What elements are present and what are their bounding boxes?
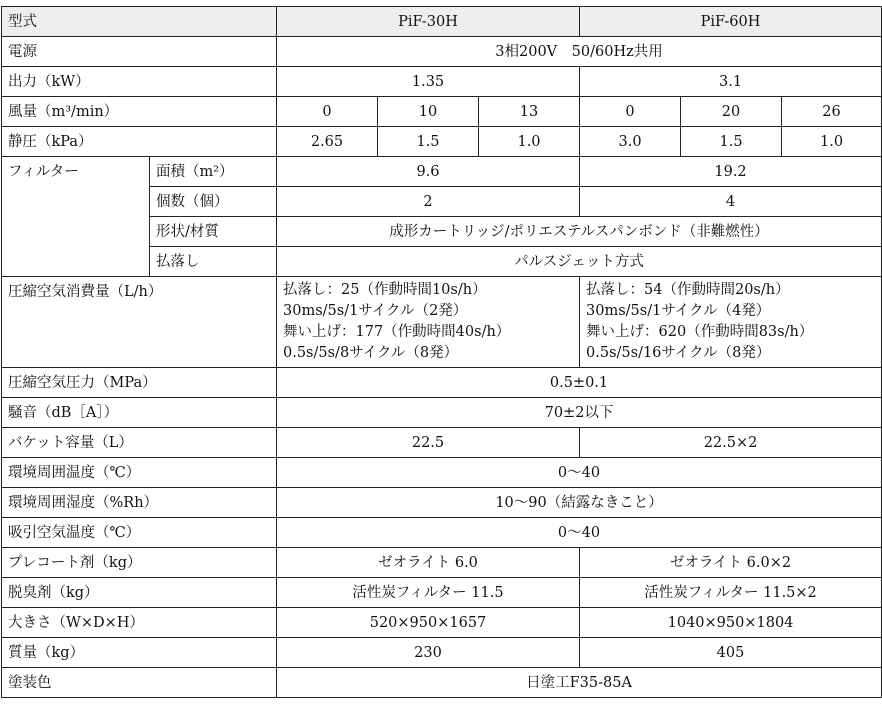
bucket-label: バケット容量（L） xyxy=(2,428,277,458)
ambient-humidity-row xyxy=(2,488,882,518)
mass-label: 質量（kg） xyxy=(2,638,277,668)
consumption-b-line-3: 舞い上げ：620（作動時間83s/h） xyxy=(586,324,814,340)
air-volume-a-1: 0 xyxy=(277,97,378,127)
mass-row xyxy=(2,638,882,668)
mass-b: 405 xyxy=(580,638,882,668)
filter-cleaning-value: パルスジェット方式 xyxy=(277,247,882,277)
intake-temp-row xyxy=(2,518,882,548)
compressed-air-consumption-a xyxy=(277,277,580,368)
air-volume-a-3: 13 xyxy=(479,97,580,127)
air-volume-b-2: 20 xyxy=(681,97,782,127)
ambient-temp-label: 環境周囲温度（℃） xyxy=(2,458,277,488)
air-volume-a-2: 10 xyxy=(378,97,479,127)
static-pressure-a-2: 1.5 xyxy=(378,127,479,157)
intake-temp-value: 0〜40 xyxy=(277,518,882,548)
noise-label: 騒音（dB［A］） xyxy=(2,398,277,428)
filter-area-label: 面積（m²） xyxy=(150,157,277,187)
ambient-humidity-label: 環境周囲湿度（%Rh） xyxy=(2,488,277,518)
consumption-a-line-3: 舞い上げ：177（作動時間40s/h） xyxy=(283,324,511,340)
size-a: 520×950×1657 xyxy=(277,608,580,638)
static-pressure-b-2: 1.5 xyxy=(681,127,782,157)
ambient-temp-row xyxy=(2,458,882,488)
filter-material-label: 形状/材質 xyxy=(150,217,277,247)
paint-row xyxy=(2,668,882,698)
static-pressure-label: 静圧（kPa） xyxy=(2,127,277,157)
size-row xyxy=(2,608,882,638)
filter-count-b: 4 xyxy=(580,187,882,217)
noise-row xyxy=(2,398,882,428)
power-supply-row xyxy=(2,37,882,67)
model-a: PiF-30H xyxy=(277,7,580,37)
bucket-row xyxy=(2,428,882,458)
paint-label: 塗装色 xyxy=(2,668,277,698)
power-supply-value: 3相200V 50/60Hz共用 xyxy=(277,37,882,67)
air-volume-label: 風量（m³/min） xyxy=(2,97,277,127)
spec-table xyxy=(1,6,882,698)
filter-area-b: 19.2 xyxy=(580,157,882,187)
filter-area-row xyxy=(2,157,882,187)
filter-count-a: 2 xyxy=(277,187,580,217)
filter-cleaning-label: 払落し xyxy=(150,247,277,277)
consumption-a-line-4: 0.5s/5s/8サイクル（8発） xyxy=(283,345,459,361)
static-pressure-b-3: 1.0 xyxy=(782,127,882,157)
static-pressure-a-3: 1.0 xyxy=(479,127,580,157)
compressed-air-pressure-label: 圧縮空気圧力（MPa） xyxy=(2,368,277,398)
model-b: PiF-60H xyxy=(580,7,882,37)
noise-value: 70±2以下 xyxy=(277,398,882,428)
consumption-b-line-4: 0.5s/5s/16サイクル（8発） xyxy=(586,345,771,361)
deodorant-label: 脱臭剤（kg） xyxy=(2,578,277,608)
ambient-temp-value: 0〜40 xyxy=(277,458,882,488)
output-row xyxy=(2,67,882,97)
model-label: 型式 xyxy=(2,7,277,37)
output-a: 1.35 xyxy=(277,67,580,97)
precoat-a: ゼオライト 6.0 xyxy=(277,548,580,578)
static-pressure-row xyxy=(2,127,882,157)
compressed-air-consumption-label: 圧縮空気消費量（L/h） xyxy=(2,277,277,368)
compressed-air-pressure-row xyxy=(2,368,882,398)
consumption-a-line-1: 払落し：25（作動時間10s/h） xyxy=(283,282,487,298)
deodorant-b: 活性炭フィルター 11.5×2 xyxy=(580,578,882,608)
consumption-b-line-1: 払落し：54（作動時間20s/h） xyxy=(586,282,790,298)
air-volume-row xyxy=(2,97,882,127)
intake-temp-label: 吸引空気温度（℃） xyxy=(2,518,277,548)
static-pressure-b-1: 3.0 xyxy=(580,127,681,157)
precoat-label: プレコート剤（kg） xyxy=(2,548,277,578)
mass-a: 230 xyxy=(277,638,580,668)
bucket-b: 22.5×2 xyxy=(580,428,882,458)
filter-material-value: 成形カートリッジ/ポリエステルスパンボンド（非難燃性） xyxy=(277,217,882,247)
compressed-air-consumption-b xyxy=(580,277,882,368)
size-b: 1040×950×1804 xyxy=(580,608,882,638)
filter-label: フィルター xyxy=(2,157,150,277)
air-volume-b-1: 0 xyxy=(580,97,681,127)
header-row xyxy=(2,7,882,37)
compressed-air-pressure-value: 0.5±0.1 xyxy=(277,368,882,398)
precoat-b: ゼオライト 6.0×2 xyxy=(580,548,882,578)
filter-area-a: 9.6 xyxy=(277,157,580,187)
air-volume-b-3: 26 xyxy=(782,97,882,127)
output-b: 3.1 xyxy=(580,67,882,97)
precoat-row xyxy=(2,548,882,578)
consumption-b-line-2: 30ms/5s/1サイクル（4発） xyxy=(586,303,771,319)
consumption-a-line-2: 30ms/5s/1サイクル（2発） xyxy=(283,303,468,319)
static-pressure-a-1: 2.65 xyxy=(277,127,378,157)
size-label: 大きさ（W×D×H） xyxy=(2,608,277,638)
filter-count-label: 個数（個） xyxy=(150,187,277,217)
output-label: 出力（kW） xyxy=(2,67,277,97)
bucket-a: 22.5 xyxy=(277,428,580,458)
deodorant-a: 活性炭フィルター 11.5 xyxy=(277,578,580,608)
ambient-humidity-value: 10〜90（結露なきこと） xyxy=(277,488,882,518)
compressed-air-consumption-row xyxy=(2,277,882,368)
deodorant-row xyxy=(2,578,882,608)
power-supply-label: 電源 xyxy=(2,37,277,67)
paint-value: 日塗工F35-85A xyxy=(277,668,882,698)
